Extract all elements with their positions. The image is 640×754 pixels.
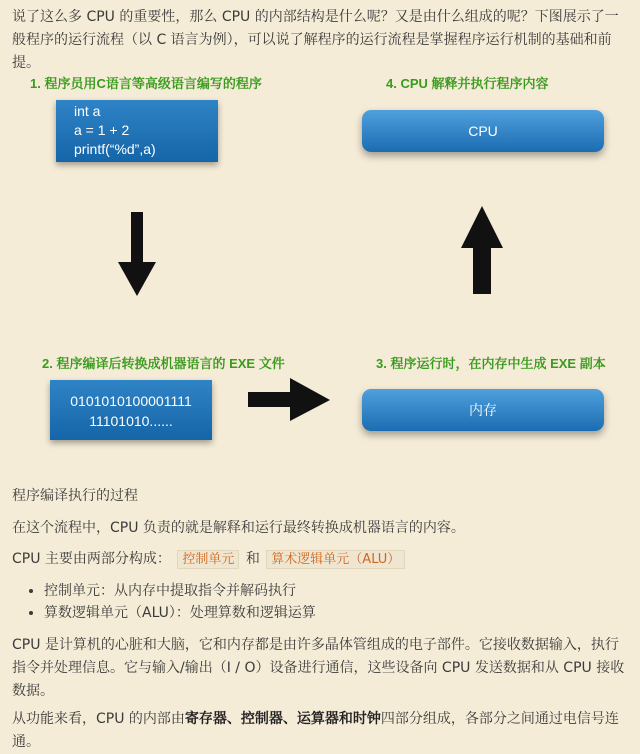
- code-line: printf(“%d”,a): [74, 141, 156, 157]
- components-bold: 寄存器、控制器、运算器和时钟: [184, 711, 381, 727]
- binary-line: 11101010......: [89, 413, 173, 429]
- source-code-box: [56, 100, 218, 162]
- code-line: a = 1 + 2: [74, 122, 130, 138]
- step1-label: 1. 程序员用C语言等高级语言编写的程序: [30, 76, 262, 91]
- paragraph-cpu-components: [12, 708, 630, 754]
- figure-caption: 程序编译执行的过程: [12, 488, 138, 504]
- cpu-parts-list: [26, 580, 316, 624]
- components-prefix: 从功能来看，CPU 的内部由: [12, 711, 185, 727]
- components-suffix: 四部分组成，各部分之间通过电信号连通。: [12, 711, 619, 750]
- parts-prefix: CPU 主要由两部分构成：: [12, 551, 171, 567]
- machine-code-box: [50, 380, 212, 440]
- list-item: • 算数逻辑单元（ALU）：处理算数和逻辑运算: [44, 602, 316, 624]
- intro-paragraph: 说了这么多 CPU 的重要性，那么 CPU 的内部结构是什么呢？又是由什么组成的呢？下图展示了一般程序的运行流程（以 C 语言为例），可以说了解程序的运行流程是掌握程序运行机制的基础和前提。: [12, 9, 619, 71]
- arrow-right-icon: [248, 378, 332, 422]
- arrow-up-icon: [460, 206, 504, 296]
- step3-label: 3. 程序运行时，在内存中生成 EXE 副本: [376, 356, 606, 371]
- paragraph-cpu-role: 在这个流程中，CPU 负责的就是解释和运行最终转换成机器语言的内容。: [12, 520, 465, 536]
- memory-box: 内存: [362, 389, 604, 431]
- step4-label: 4. CPU 解释并执行程序内容: [386, 76, 549, 91]
- term-alu: 算术逻辑单元（ALU）: [266, 550, 405, 569]
- parts-conj: 和: [245, 551, 260, 567]
- arrow-down-icon: [116, 212, 158, 298]
- step2-label: 2. 程序编译后转换成机器语言的 EXE 文件: [42, 356, 285, 371]
- list-item: • 控制单元：从内存中提取指令并解码执行: [44, 580, 316, 602]
- term-control-unit: 控制单元: [177, 550, 239, 569]
- binary-line: 0101010100001111: [70, 393, 192, 409]
- cpu-box: CPU: [362, 110, 604, 152]
- paragraph-cpu-heart: CPU 是计算机的心脏和大脑，它和内存都是由许多晶体管组成的电子部件。它接收数据输入，执行指令并处理信息。它与输入/输出（I / O）设备进行通信，这些设备向 CPU 发送数据和从 CPU 接收数据。: [12, 637, 625, 699]
- code-line: int a: [74, 103, 101, 119]
- paragraph-cpu-parts: [12, 548, 630, 571]
